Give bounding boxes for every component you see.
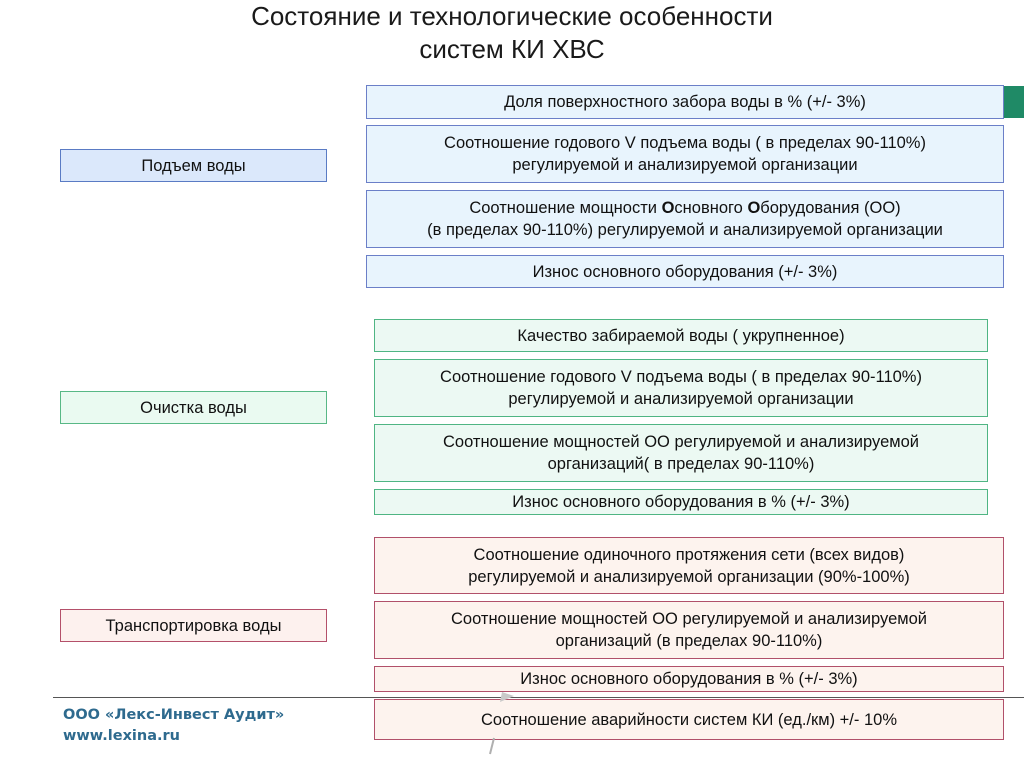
page-title-line-2: систем КИ ХВС [419,34,605,64]
criterion-intake-water-quality [374,319,988,352]
criterion-text-bold-letter: О [747,199,761,217]
category-label: Транспортировка воды [105,616,282,635]
criterion-equipment-wear [374,666,1004,692]
accent-bar [1003,86,1024,118]
criterion-accident-rate [374,699,1004,740]
criterion-text-part: сновного [674,199,748,217]
criterion-text-part: борудования (ОО) [760,199,901,217]
criterion-text: организаций (в пределах 90-110%) [555,632,823,650]
category-water-treatment [60,391,327,424]
criterion-text: Износ основного оборудования в % (+/- 3%) [520,670,858,688]
criterion-text: Доля поверхностного забора воды в % (+/- 3%) [504,93,866,111]
criterion-text-part: Соотношение мощности [469,199,662,217]
criterion-text: Соотношение мощностей ОО регулируемой и анализируемой [450,610,927,628]
criterion-surface-intake-share [366,85,1004,119]
criterion-equipment-capacity [374,424,988,482]
criterion-text-line-2: (в пределах 90-110%) регулируемой и анализируемой организации [427,221,943,239]
footer-website: www.lexina.ru [63,728,180,744]
footer-company: ООО «Лекс-Инвест Аудит» [63,707,285,723]
criterion-text: Износ основного оборудования в % (+/- 3%) [512,493,850,511]
criterion-text: Качество забираемой воды ( укрупненное) [517,326,845,345]
category-water-lift [60,149,327,182]
criterion-text: Соотношение аварийности систем КИ (ед./км) +/- 10% [480,710,897,729]
footer-divider [53,697,1024,698]
criterion-text: организаций( в пределах 90-110%) [547,455,815,473]
criterion-text: регулируемой и анализируемой организации (90%-100%) [468,567,910,586]
criterion-text: регулируемой и анализируемой организации [512,156,858,174]
criterion-equipment-capacity [374,601,1004,659]
decorative-stroke-icon [480,690,520,760]
criterion-equipment-wear [366,255,1004,288]
criterion-annual-lift-volume [366,125,1004,183]
criterion-text: Соотношение одиночного протяжения сети (всех видов) [473,545,905,564]
page-title [150,0,874,66]
criterion-text-line-1 [427,197,943,219]
criterion-text: Соотношение годового V подъема воды ( в пределах 90-110%) [444,134,926,152]
criterion-text: Износ основного оборудования (+/- 3%) [532,262,838,281]
category-label: Подъем воды [141,156,246,175]
criterion-text: регулируемой и анализируемой организации [508,390,854,408]
criterion-equipment-wear [374,489,988,515]
criterion-network-length [374,537,1004,594]
category-water-transport [60,609,327,642]
criterion-text: Соотношение мощностей ОО регулируемой и анализируемой [442,433,919,451]
category-label: Очистка воды [140,398,247,417]
criterion-annual-lift-volume [374,359,988,417]
criterion-text: Соотношение годового V подъема воды ( в пределах 90-110%) [440,368,922,386]
criterion-main-equipment-capacity [366,190,1004,248]
page-title-line-1: Состояние и технологические особенности [251,1,773,31]
criterion-text-bold-letter: О [661,199,675,217]
footer [63,705,284,747]
